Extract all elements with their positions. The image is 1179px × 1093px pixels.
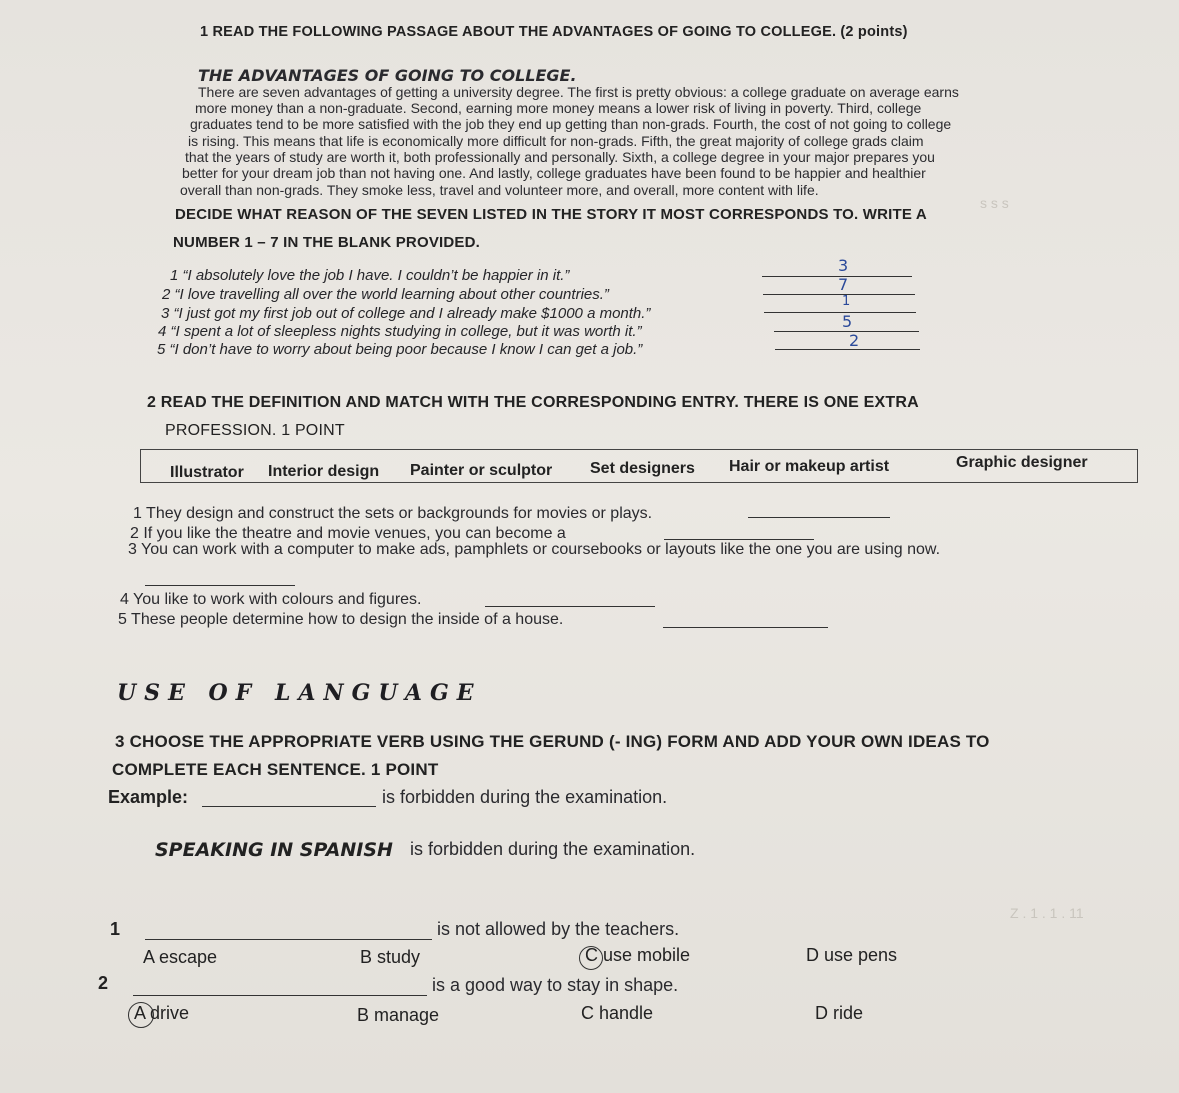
passage-line: is rising. This means that life is economically more difficult for non-grads. Fifth, the great majority of college grads claim (188, 133, 924, 149)
handwritten-answer: 3 (838, 256, 849, 275)
answer-blank[interactable] (145, 939, 432, 940)
list-item: 1 They design and construct the sets or backgrounds for movies or plays. (133, 505, 653, 522)
section2-heading: 2 READ THE DEFINITION AND MATCH WITH THE CORRESPONDING ENTRY. THERE IS ONE EXTRA (147, 394, 919, 411)
passage-line: overall than non-grads. They smoke less, travel and volunteer more, and overall, more content with life. (180, 182, 819, 198)
answer-blank[interactable] (764, 312, 916, 313)
answer-blank[interactable] (763, 294, 915, 295)
option-b[interactable]: B manage (357, 1005, 440, 1025)
option-d[interactable]: D use pens (806, 945, 898, 965)
passage-line: that the years of study are worth it, both professionally and personally. Sixth, a college degree in your major prepares you (185, 149, 935, 165)
handwritten-answer: 1 (842, 294, 851, 309)
handwritten-answer: 7 (838, 275, 849, 294)
profession-item: Hair or makeup artist (729, 458, 890, 475)
section2-heading-2: PROFESSION. 1 POINT (165, 422, 345, 439)
list-item: 3 You can work with a computer to make ads, pamphlets or coursebooks or layouts like the one you are using now. (128, 541, 941, 558)
example-label: Example: (108, 787, 189, 807)
profession-item: Painter or sculptor (410, 462, 553, 479)
section1-instruction-2: NUMBER 1 – 7 IN THE BLANK PROVIDED. (173, 234, 481, 251)
list-item: 5 “I don’t have to worry about being poor because I know I can get a job.” (157, 341, 643, 358)
section3-heading-2: COMPLETE EACH SENTENCE. 1 POINT (112, 760, 439, 779)
profession-item: Illustrator (170, 464, 244, 481)
example-text: is forbidden during the examination. (382, 787, 668, 807)
answer-blank[interactable] (145, 585, 295, 586)
handwritten-answer: 2 (849, 331, 860, 350)
list-item: 4 You like to work with colours and figures. (120, 591, 422, 608)
answer-blank[interactable] (775, 349, 920, 350)
option-c[interactable]: C use mobile (585, 945, 691, 965)
question-text: is not allowed by the teachers. (437, 919, 680, 939)
option-c[interactable]: C handle (581, 1003, 654, 1023)
section1-instruction: DECIDE WHAT REASON OF THE SEVEN LISTED IN THE STORY IT MOST CORRESPONDS TO. WRITE A (175, 206, 927, 223)
list-item: 2 If you like the theatre and movie venues, you can become a (130, 525, 566, 542)
passage-line: There are seven advantages of getting a university degree. The first is pretty obvious: a college graduate on average earns (198, 84, 959, 100)
answer-blank[interactable] (663, 627, 828, 628)
option-d[interactable]: D ride (815, 1003, 864, 1023)
example-answer-handwritten: SPEAKING IN SPANISH (155, 839, 393, 861)
profession-item: Graphic designer (956, 454, 1088, 471)
section3-heading: 3 CHOOSE THE APPROPRIATE VERB USING THE GERUND (- ING) FORM AND ADD YOUR OWN IDEAS TO (115, 732, 990, 751)
passage-line: graduates tend to be more satisfied with the job they end up getting than non-grads. Fourth, the cost of not going to college (190, 116, 952, 132)
profession-item: Set designers (590, 460, 695, 477)
question-number: 2 (98, 973, 109, 993)
example-answer-rest: is forbidden during the examination. (410, 839, 696, 859)
option-a[interactable]: A drive (134, 1003, 190, 1023)
answer-blank[interactable] (762, 276, 912, 277)
list-item: 5 These people determine how to design the inside of a house. (118, 611, 564, 628)
list-item: 1 “I absolutely love the job I have. I couldn’t be happier in it.” (170, 267, 570, 284)
answer-blank[interactable] (485, 606, 655, 607)
answer-blank[interactable] (664, 539, 814, 540)
option-b[interactable]: B study (360, 947, 421, 967)
list-item: 3 “I just got my first job out of college and I already make $1000 a month.” (161, 305, 651, 322)
answer-blank[interactable] (748, 517, 890, 518)
passage-line: better for your dream job than not having one. And lastly, college graduates have been found to be happier and healthier (182, 165, 926, 181)
question-number: 1 (110, 919, 121, 939)
handwritten-answer: 5 (842, 312, 853, 331)
option-a[interactable]: A escape (143, 947, 218, 967)
section1-heading: 1 READ THE FOLLOWING PASSAGE ABOUT THE ADVANTAGES OF GOING TO COLLEGE. (2 points) (200, 24, 908, 40)
section3-title: USE OF LANGUAGE (117, 680, 482, 706)
answer-blank[interactable] (133, 995, 427, 996)
example-blank (202, 806, 376, 807)
passage-title: THE ADVANTAGES OF GOING TO COLLEGE. (198, 66, 577, 85)
question-text: is a good way to stay in shape. (432, 975, 679, 995)
list-item: 4 “I spent a lot of sleepless nights studying in college, but it was worth it.” (158, 323, 642, 340)
answer-blank[interactable] (774, 331, 919, 332)
passage-line: more money than a non-graduate. Second, earning more money means a lower risk of living in poverty. Third, college (195, 100, 922, 116)
profession-item: Interior design (268, 463, 380, 480)
list-item: 2 “I love travelling all over the world learning about other countries.” (162, 286, 609, 303)
